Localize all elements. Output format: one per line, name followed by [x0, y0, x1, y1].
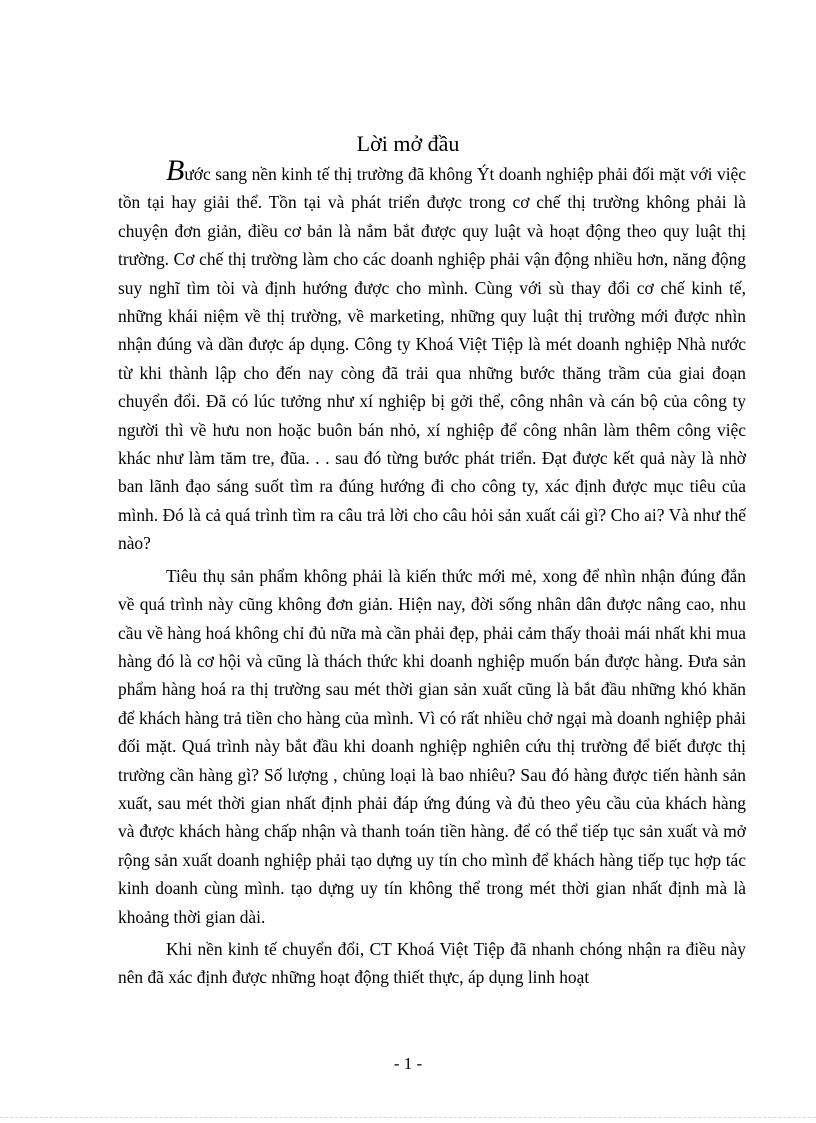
paragraph-2: Tiêu thụ sản phẩm không phải là kiến thức mới mẻ, xong để nhìn nhận đúng đắn về quá trình này cũng không đơn giản. Hiện nay, đời sống nhân dân được nâng cao, nhu cầu về hàng hoá không chỉ đủ nữa mà cần phải đẹp, phải cảm thấy thoải mái nhất khi mua hàng đó là cơ hội và cũng là thách thức khi doanh nghiệp muốn bán được hàng. Đưa sản phẩm hàng hoá ra thị trường sau mét thời gian sản xuất cũng là bắt đầu những khó khăn để khách hàng trả tiền cho hàng của mình. Vì có rất nhiều chở ngại mà doanh nghiệp phải đối mặt. Quá trình này bắt đầu khi doanh nghiệp nghiên cứu thị trường để biết được thị trường cần hàng gì? Số lượng , chủng loại là bao nhiêu? Sau đó hàng được tiến hành sản xuất, sau mét thời gian nhất định phải đáp ứng đúng và đủ theo yêu cầu của khách hàng và được khách hàng chấp nhận và thanh toán tiền hàng. để có thể tiếp tục sản xuất và mở rộng sản xuất doanh nghiệp phải tạo dựng uy tín cho mình để khách hàng tiếp tục hợp tác kinh doanh cùng mình. tạo dựng uy tín không thể trong mét thời gian nhất định mà là khoảng thời gian dài. [118, 565, 746, 927]
body-text [118, 154, 746, 992]
paragraph-3: Khi nền kinh tế chuyển đổi, CT Khoá Việt Tiệp đã nhanh chóng nhận ra điều này nên đã xác định được những hoạt động thiết thực, áp dụng linh hoạt [118, 938, 746, 988]
paragraph-1 [118, 154, 746, 558]
page-bottom-rule [0, 1117, 816, 1118]
page-title: Lời mở đầu [356, 131, 460, 156]
page-number: - 1 - [393, 1054, 423, 1073]
drop-cap: B [166, 154, 185, 187]
paragraph-1-text: ước sang nền kinh tế thị trường đã không Ýt doanh nghiệp phải đối mặt với việc tồn tại hay giải thể. Tồn tại và phát triển được trong cơ chế thị trường không phải là chuyện đơn giản, điều cơ bản là nắm bắt được quy luật và hoạt động theo quy luật thị trường. Cơ chế thị trường làm cho các doanh nghiệp phải vận động nhiều hơn, năng động suy nghĩ tìm tòi và định hướng được cho mình. Cùng với sù thay đổi cơ chế kinh tế, những khái niệm về thị trường, về marketing, những quy luật thị trường mới được nhìn nhận đúng và dần được áp dụng. Công ty Khoá Việt Tiệp là mét doanh nghiệp Nhà nước từ khi thành lập cho đến nay còng đã trải qua những bước thăng trầm của giai đoạn chuyển đổi. Đã có lúc tưởng như xí nghiệp bị gởi thể, công nhân và cán bộ của công ty người thì về hưu non hoặc buôn bán nhỏ, xí nghiệp để công nhân làm thêm công việc khác như làm tăm tre, đũa. . . sau đó từng bước phát triển. Đạt được kết quả này là nhờ ban lãnh đạo sáng suốt tìm ra đúng hướng đi cho công ty, xác định được mục tiêu của mình. Đó là cả quá trình tìm ra câu trả lời cho câu hỏi sản xuất cái gì? Cho ai? Và như thế nào? [118, 164, 746, 554]
